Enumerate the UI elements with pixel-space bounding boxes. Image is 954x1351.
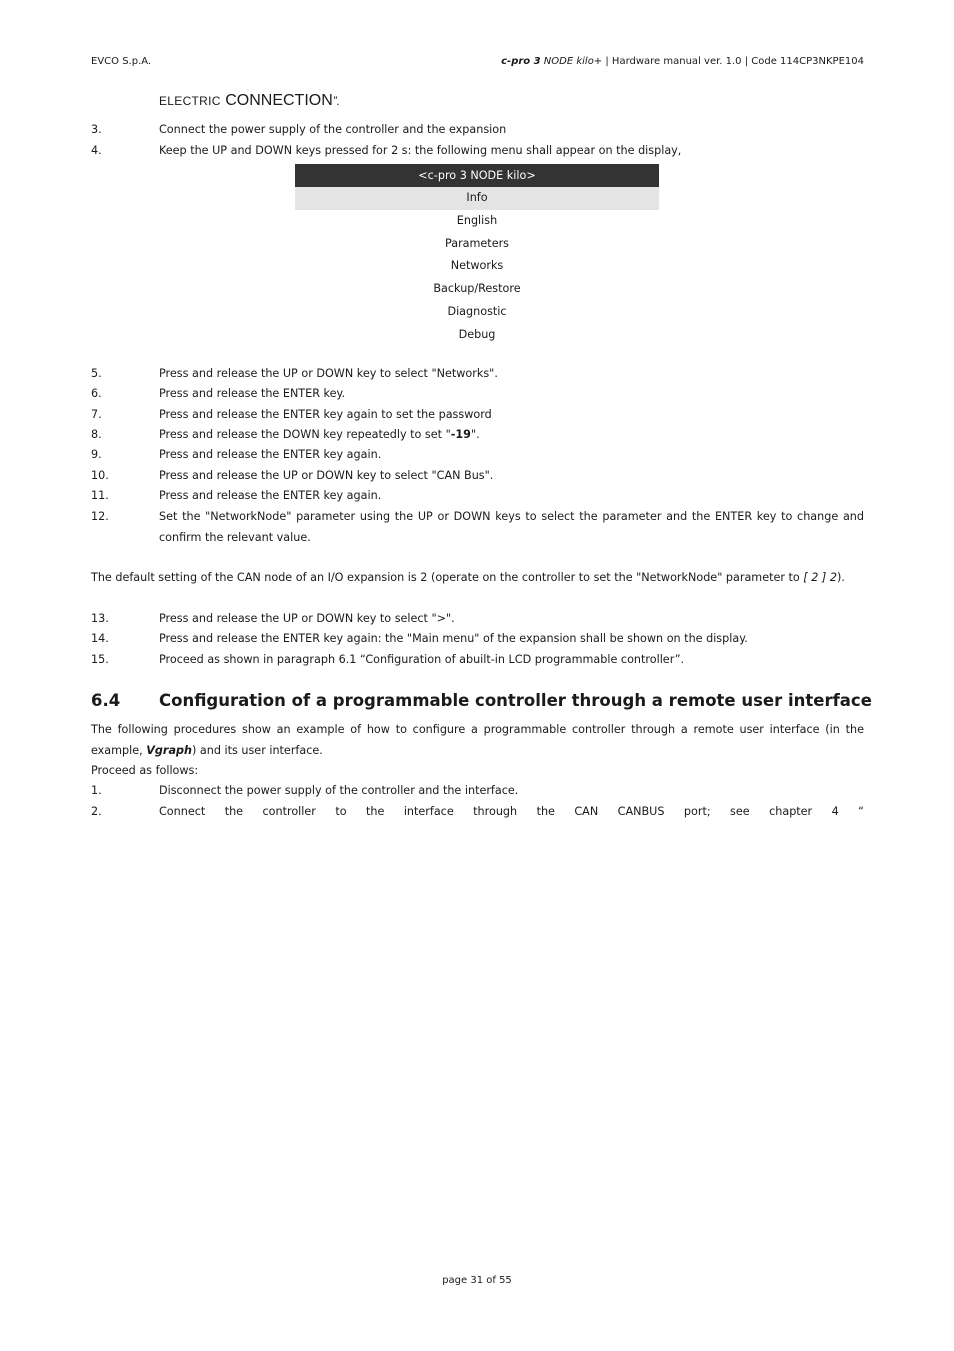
intro-paragraph <box>91 720 864 761</box>
step-text: Press and release the UP or DOWN key to select "CAN Bus". <box>159 469 494 482</box>
word: chapter <box>769 805 813 818</box>
word: controller <box>262 805 316 818</box>
step-text: Press and release the UP or DOWN key to select ">". <box>159 612 455 625</box>
word: the <box>366 805 385 818</box>
word: interface <box>403 805 454 818</box>
header-document-info <box>501 56 864 67</box>
step-text: Press and release the ENTER key again to set the password <box>159 408 492 421</box>
page-number: page 31 of 55 <box>442 1275 512 1286</box>
step-number: 10. <box>91 469 109 482</box>
continuation-small-caps: ELECTRIC <box>159 94 221 108</box>
step-text-post: ". <box>470 428 480 441</box>
step-number: 3. <box>91 123 102 136</box>
step-text: Connect the power supply of the controller and the expansion <box>159 123 507 136</box>
menu-item-info: Info <box>295 187 659 210</box>
word: port; <box>683 805 711 818</box>
step-number: 6. <box>91 387 102 400</box>
note-paragraph <box>91 568 864 589</box>
step-text: Press and release the ENTER key again. <box>159 448 382 461</box>
word: the <box>536 805 555 818</box>
continuation-line <box>159 92 340 110</box>
word: through <box>473 805 518 818</box>
step-text: Press and release the UP or DOWN key to select "Networks". <box>159 367 498 380</box>
note-text: The default setting of the CAN node of an I/O expansion is 2 (operate on the controller to set the "NetworkNode" parameter to <box>91 571 804 584</box>
step-number: 4. <box>91 144 102 157</box>
step-number: 15. <box>91 653 109 666</box>
step-text <box>159 425 864 446</box>
header-product-italic: NODE kilo+ <box>543 56 603 67</box>
menu-item-backup-restore: Backup/Restore <box>433 282 521 296</box>
step-number: 11. <box>91 489 109 502</box>
menu-item-debug: Debug <box>458 327 496 341</box>
intro-product-name: Vgraph <box>146 743 192 757</box>
step-number: 12. <box>91 510 109 523</box>
menu-item-parameters: Parameters <box>444 236 510 250</box>
word: CANBUS <box>617 805 665 818</box>
note-italic-value: [ 2 ] 2 <box>803 571 837 584</box>
word: the <box>224 805 244 818</box>
note-post: ). <box>836 571 845 584</box>
word: to <box>335 805 347 818</box>
step-number: 8. <box>91 428 102 441</box>
intro-pre: The following procedures show an example of how to configure a programmable controller through a remote user interface (in the example, <box>91 723 864 757</box>
step-number: 5. <box>91 367 102 380</box>
menu-item-english: English <box>456 213 498 227</box>
intro-post: ) and its user interface. <box>191 743 323 757</box>
step-text: Press and release the ENTER key. <box>159 387 346 400</box>
step-number: 1. <box>91 784 102 797</box>
header-company: EVCO S.p.A. <box>91 56 152 67</box>
step-number: 14. <box>91 632 109 645</box>
word: see <box>730 805 750 818</box>
word: Connect <box>159 805 206 818</box>
step-number: 13. <box>91 612 109 625</box>
display-menu <box>295 164 659 347</box>
continuation-big: CONNECTION <box>225 92 333 109</box>
word: CAN <box>574 805 599 818</box>
word: “ <box>858 805 864 818</box>
menu-item-networks: Networks <box>450 259 504 273</box>
step-text: Press and release the ENTER key again: the "Main menu" of the expansion shall be shown on the display. <box>159 632 748 645</box>
header-manual-code: | Hardware manual ver. 1.0 | Code 114CP3NKPE104 <box>602 56 864 67</box>
step-2-text <box>159 802 864 823</box>
menu-item-diagnostic: Diagnostic <box>447 304 507 318</box>
section-title: Configuration of a programmable controller through a remote user interface <box>159 691 872 710</box>
step-text: Disconnect the power supply of the controller and the interface. <box>159 784 519 797</box>
continuation-tail: ”. <box>332 94 341 108</box>
menu-title: <c-pro 3 NODE kilo> <box>295 164 659 187</box>
step-number: 9. <box>91 448 102 461</box>
step-number: 2. <box>91 805 102 818</box>
step-text-pre: Press and release the DOWN key repeatedly to set " <box>159 428 451 441</box>
password-value: -19 <box>450 428 471 441</box>
step-text: Set the "NetworkNode" parameter using the UP or DOWN keys to select the parameter and the ENTER key to change and confirm the relevant value. <box>159 510 864 544</box>
step-text: Proceed as shown in paragraph 6.1 “Configuration of abuilt-in LCD programmable controller”. <box>159 653 685 666</box>
proceed-text: Proceed as follows: <box>91 764 199 777</box>
word: 4 <box>831 805 839 818</box>
step-text: Press and release the ENTER key again. <box>159 489 382 502</box>
step-number: 7. <box>91 408 102 421</box>
step-text: Keep the UP and DOWN keys pressed for 2 s: the following menu shall appear on the display, <box>159 144 682 157</box>
header-product-bold: c-pro 3 <box>501 56 541 67</box>
section-number: 6.4 <box>91 691 121 710</box>
